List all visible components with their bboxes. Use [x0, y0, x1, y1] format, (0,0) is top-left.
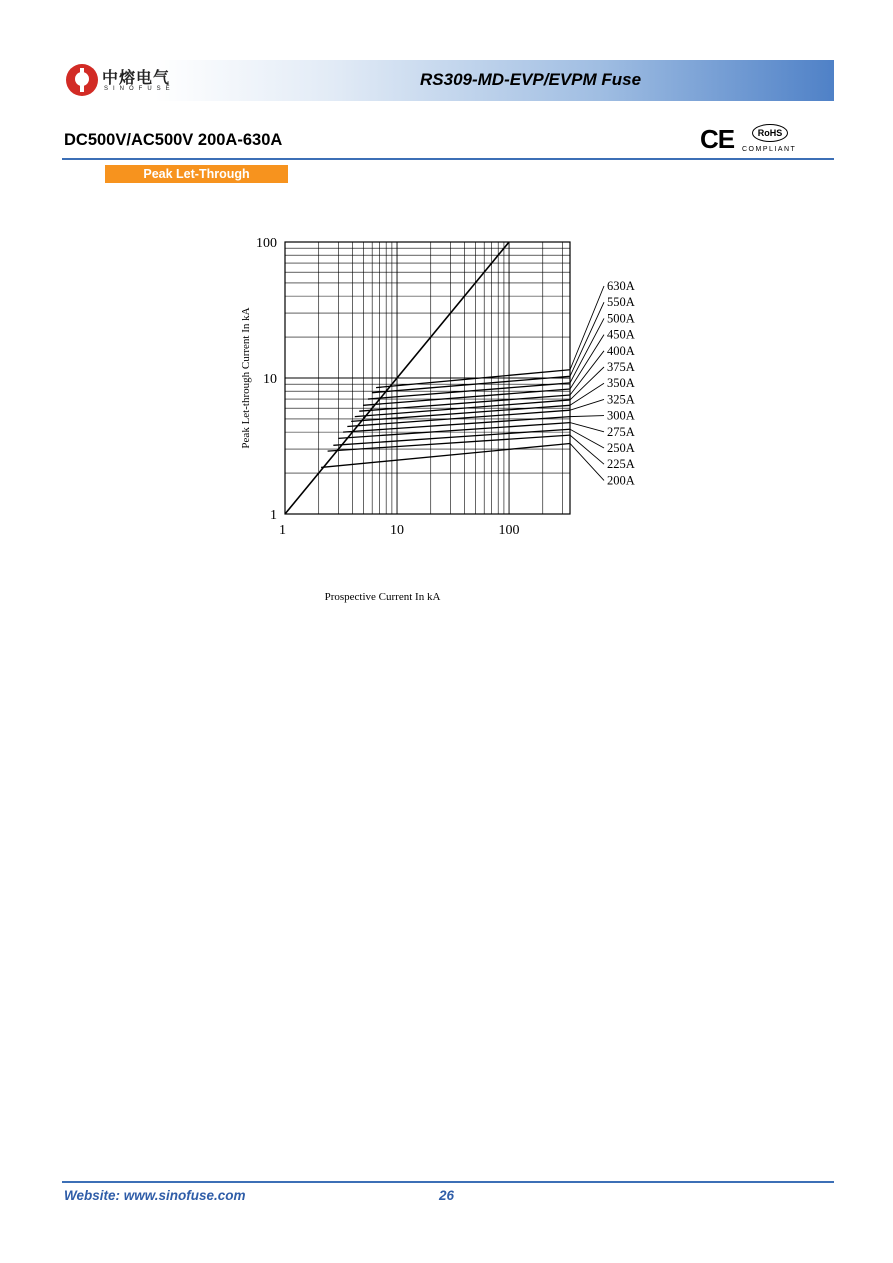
series-label-250A: 250A — [607, 441, 635, 455]
page-subtitle: DC500V/AC500V 200A-630A — [64, 131, 283, 149]
ce-mark-icon: CE — [700, 124, 735, 154]
y-tick-label: 10 — [263, 372, 277, 387]
series-label-300A: 300A — [607, 408, 635, 423]
series-label-375A: 375A — [607, 360, 635, 374]
series-label-550A: 550A — [607, 295, 635, 310]
x-tick-label: 10 — [390, 523, 405, 538]
leader-line-550A — [570, 302, 604, 376]
rohs-badge-icon: RoHS — [752, 124, 788, 142]
series-label-325A: 325A — [607, 392, 635, 407]
y-axis-label: Peak Let-through Current In kA — [240, 307, 252, 449]
series-label-225A: 225A — [607, 457, 635, 472]
series-label-500A: 500A — [607, 311, 635, 326]
logo-icon — [66, 64, 98, 96]
company-logo — [66, 62, 176, 98]
y-tick-label: 100 — [256, 236, 277, 251]
leader-line-375A — [570, 367, 604, 400]
series-label-630A: 630A — [607, 279, 635, 293]
leader-line-250A — [570, 429, 604, 448]
series-line-200A — [321, 443, 570, 467]
leader-line-450A — [570, 335, 604, 389]
leader-line-300A — [570, 416, 604, 417]
peak-let-through-chart — [230, 228, 650, 608]
section-tag: Peak Let-Through — [105, 165, 288, 183]
x-tick-label: 100 — [498, 523, 520, 538]
y-tick-label: 1 — [270, 508, 277, 523]
series-label-350A: 350A — [607, 376, 635, 391]
leader-line-200A — [570, 443, 604, 480]
header-divider — [62, 158, 834, 160]
page-number: 26 — [439, 1188, 455, 1203]
document-title: RS309-MD-EVP/EVPM Fuse — [420, 70, 642, 89]
series-label-275A: 275A — [607, 424, 635, 439]
footer-website: Website: www.sinofuse.com — [64, 1188, 246, 1203]
series-label-400A: 400A — [607, 343, 635, 358]
rohs-compliant-label: COMPLIANT — [742, 146, 797, 153]
leader-line-325A — [570, 399, 604, 410]
logo-brand-en: SINOFUSE — [104, 86, 175, 92]
x-tick-label: 1 — [279, 523, 286, 538]
logo-brand-cn: 中熔电气 — [102, 70, 171, 87]
series-label-200A: 200A — [607, 473, 635, 488]
leader-line-350A — [570, 383, 604, 405]
leader-line-275A — [570, 423, 604, 432]
series-label-450A: 450A — [607, 327, 635, 342]
x-axis-label: Prospective Current In kA — [324, 591, 441, 603]
footer-divider — [62, 1181, 834, 1183]
